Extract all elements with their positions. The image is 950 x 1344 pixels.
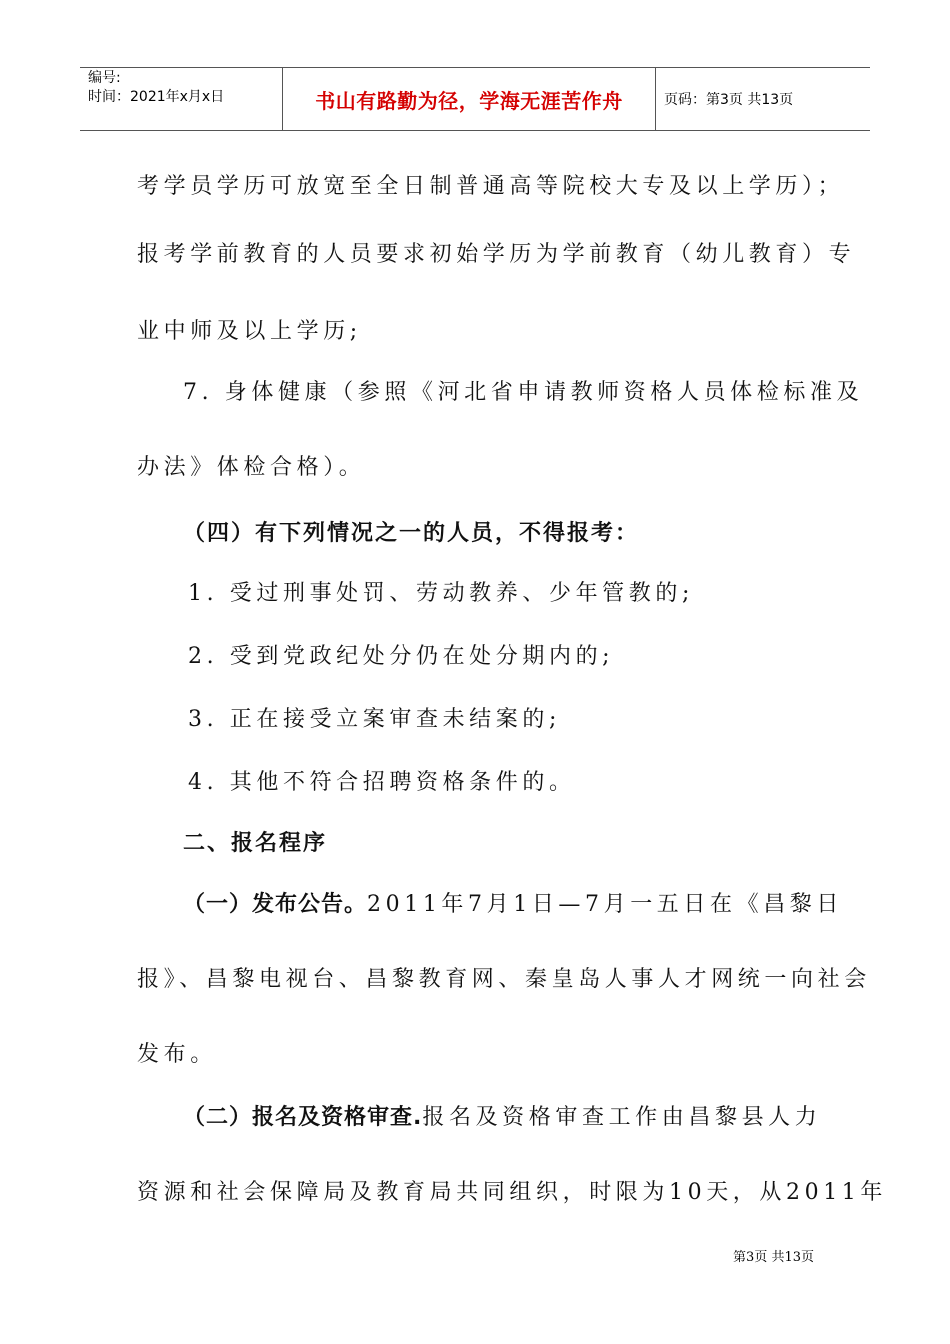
paragraph-line: 资源和社会保障局及教育局共同组织，时限为10天，从2011年 bbox=[137, 1180, 887, 1205]
list-item: 1. 受过刑事处罚、劳动教养、少年管教的; bbox=[188, 581, 694, 606]
paragraph-text: 报名及资格审查工作由昌黎县人力 bbox=[422, 1105, 822, 1130]
header-motto-cell bbox=[283, 68, 656, 130]
paragraph-line bbox=[183, 890, 843, 920]
paragraph-line: 报》、昌黎电视台、昌黎教育网、秦皇岛人事人才网统一向社会 bbox=[137, 967, 871, 992]
header-meta-cell bbox=[80, 68, 283, 130]
paragraph-line bbox=[183, 1103, 821, 1133]
document-code-label: 编号: bbox=[88, 70, 121, 86]
footer-page-info: 第3页 共13页 bbox=[733, 1250, 814, 1265]
list-item: 3. 正在接受立案审查未结案的; bbox=[188, 707, 561, 732]
list-item: 4. 其他不符合招聘资格条件的。 bbox=[188, 770, 576, 795]
paragraph-line: 业中师及以上学历; bbox=[137, 319, 362, 344]
paragraph-line: 办法》体检合格）。 bbox=[137, 455, 366, 480]
subsection-mark: （二） bbox=[183, 1105, 253, 1130]
page-header bbox=[80, 67, 870, 131]
section-heading: （四）有下列情况之一的人员，不得报考： bbox=[183, 521, 640, 546]
subsection-mark: （一） bbox=[183, 892, 253, 917]
subsection-title: 报名及资格审查. bbox=[252, 1105, 423, 1130]
paragraph-line: 考学员学历可放宽至全日制普通高等院校大专及以上学历）； bbox=[137, 174, 845, 199]
paragraph-line: 报考学前教育的人员要求初始学历为学前教育（幼儿教育）专 bbox=[137, 242, 856, 267]
document-time-label: 时间：2021年x月x日 bbox=[88, 89, 225, 105]
paragraph-text: 2011年7月1日—7月一五日在《昌黎日 bbox=[367, 892, 844, 917]
section-heading: 二、报名程序 bbox=[183, 831, 328, 856]
subsection-title: 发布公告。 bbox=[252, 892, 368, 917]
paragraph-line: 7. 身体健康（参照《河北省申请教师资格人员体检标准及 bbox=[183, 380, 864, 405]
header-motto: 书山有路勤为径，学海无涯苦作舟 bbox=[315, 88, 623, 113]
header-page-cell bbox=[656, 68, 870, 130]
header-page-info: 页码：第3页 共13页 bbox=[664, 92, 794, 108]
paragraph-line: 发布。 bbox=[137, 1042, 217, 1067]
list-item: 2. 受到党政纪处分仍在处分期内的; bbox=[188, 644, 615, 669]
